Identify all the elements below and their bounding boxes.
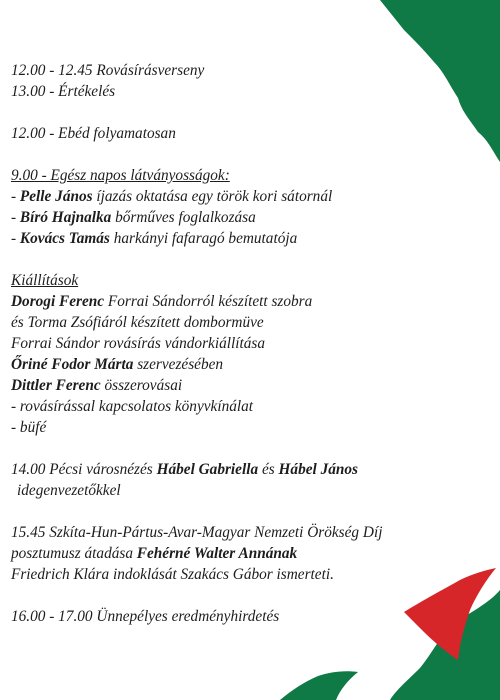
program-line: 15.45 Szkíta-Hun-Pártus-Avar-Magyar Nemzeti Örökség Díj [11, 524, 383, 541]
person-name: Bíró Hajnalka [19, 209, 112, 226]
line-rest: és [258, 461, 279, 478]
heading-text: Kiállítások [11, 272, 79, 289]
program-line: - büfé [11, 419, 47, 436]
program-line [11, 375, 491, 396]
line-prefix: - [11, 209, 20, 226]
line-rest: szervezésében [133, 356, 224, 373]
program-line: 16.00 - 17.00 Ünnepélyes eredményhirdetés [11, 608, 280, 625]
person-name: Hábel Gabriella [156, 461, 259, 478]
program-line [11, 354, 491, 375]
program-line: és Torma Zsófiáról készített dombormüve [11, 314, 264, 331]
program-line [11, 228, 491, 249]
person-name: Dorogi Ferenc [11, 293, 105, 310]
program-line [11, 186, 491, 207]
program-line: Friedrich Klára indoklását Szakács Gábor ismerteti. [11, 566, 334, 583]
line-prefix: - [11, 230, 20, 247]
green-corner-bottom-left [280, 671, 358, 700]
line-prefix: 14.00 Pécsi városnézés [11, 461, 157, 478]
program-line [11, 291, 491, 312]
program-line: idegenvezetőkkel [17, 482, 121, 499]
program-line [11, 165, 491, 186]
program-line: 13.00 - Értékelés [11, 83, 116, 100]
line-prefix: posztumusz átadása [11, 545, 137, 562]
line-prefix: - [11, 188, 20, 205]
line-rest: összerovásai [100, 377, 183, 394]
line-rest: harkányi fafaragó bemutatója [109, 230, 298, 247]
program-line [11, 459, 491, 480]
heading-text: 9.00 - Egész napos látványosságok: [11, 167, 230, 184]
person-name: Pelle János [19, 188, 93, 205]
person-name: Dittler Ferenc [11, 377, 101, 394]
person-name: Őriné Fodor Márta [11, 356, 134, 373]
program-line: Forrai Sándor rovásírás vándorkiállítása [11, 335, 265, 352]
program-line: - rovásírással kapcsolatos könyvkínálat [11, 398, 254, 415]
line-rest: íjazás oktatása egy török kori sátornál [92, 188, 333, 205]
program-line: 12.00 - 12.45 Rovásírásverseny [11, 62, 205, 79]
person-name: Kovács Tamás [19, 230, 110, 247]
program-line [11, 207, 491, 228]
program-text [11, 60, 491, 627]
program-line: 12.00 - Ebéd folyamatosan [11, 125, 176, 142]
line-rest: Forrai Sándorról készített szobra [104, 293, 313, 310]
line-rest: bőrműves foglalkozása [111, 209, 256, 226]
person-name: Hábel János [278, 461, 358, 478]
program-line [11, 270, 491, 291]
program-line [11, 543, 491, 564]
person-name: Fehérné Walter Annának [136, 545, 298, 562]
